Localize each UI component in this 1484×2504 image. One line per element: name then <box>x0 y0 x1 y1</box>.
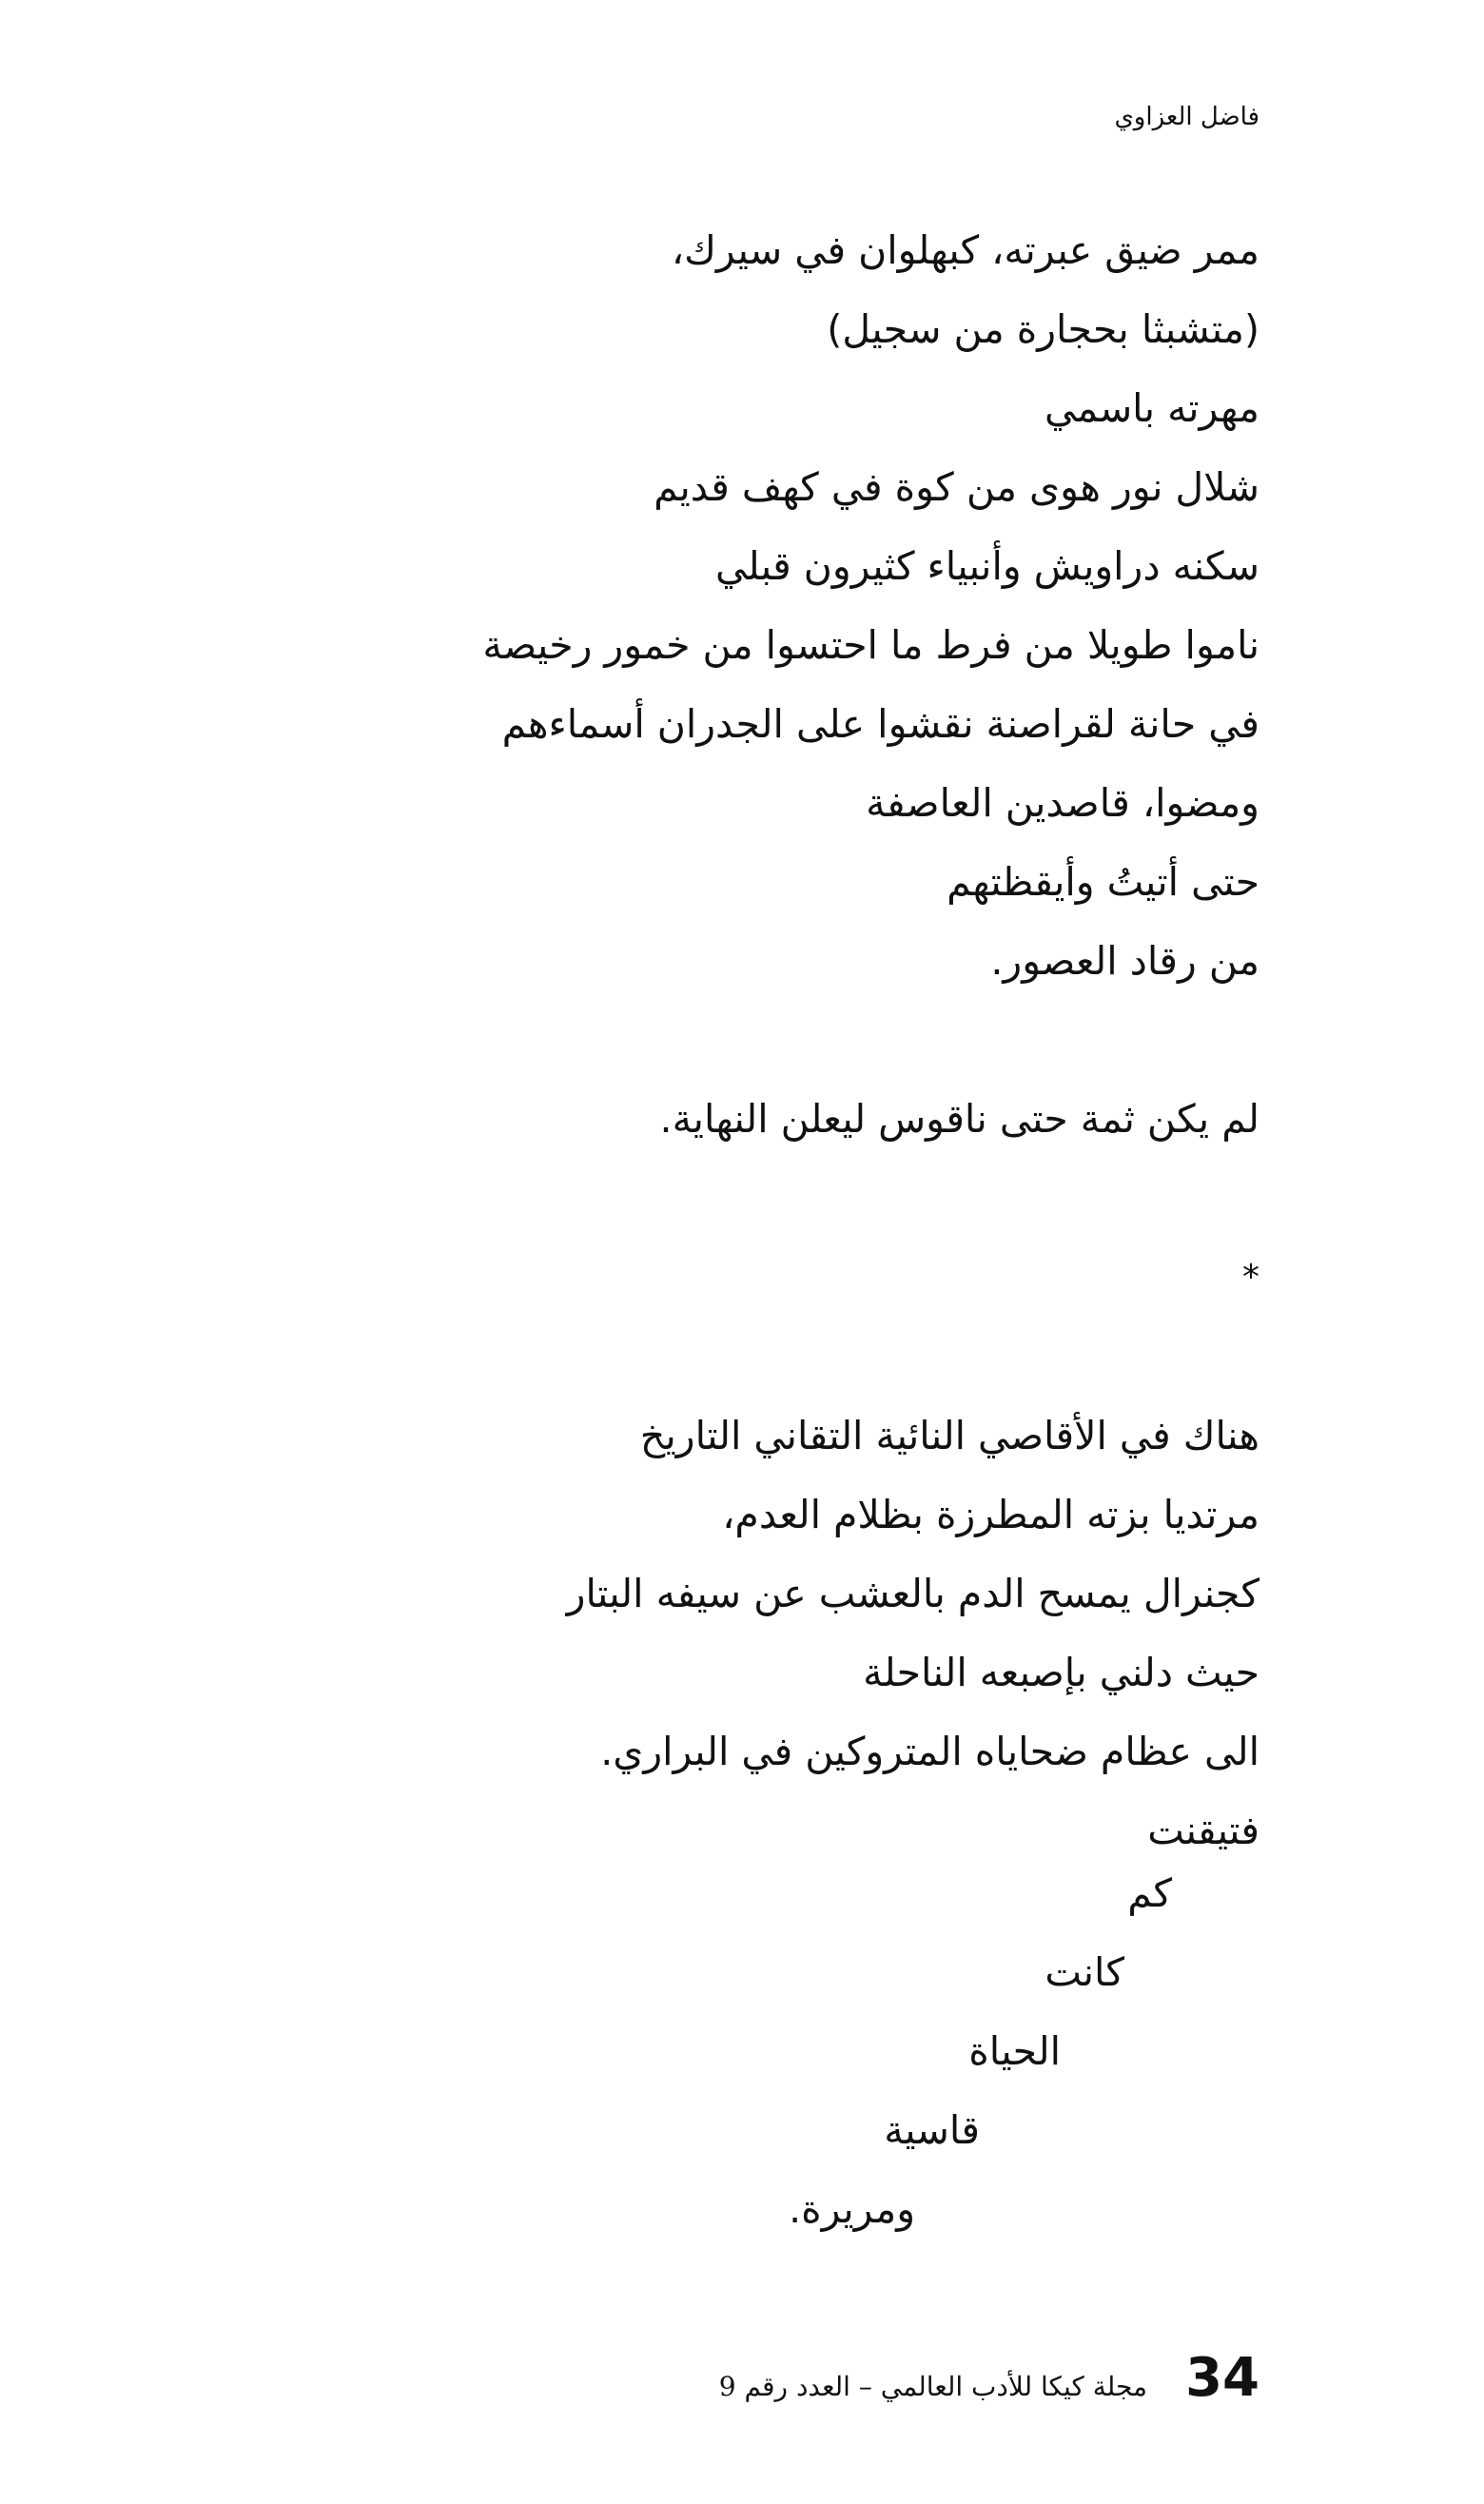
poem-line: الى عظام ضحاياه المتروكين في البراري. <box>600 1729 1259 1774</box>
poem-line: لم يكن ثمة حتى ناقوس ليعلن النهاية. <box>659 1096 1259 1142</box>
poem-line: ناموا طويلا من فرط ما احتسوا من خمور رخيصة <box>482 622 1259 668</box>
poem-line: مرتديا بزته المطرزة بظلام العدم، <box>722 1492 1259 1537</box>
poem-line: كجنرال يمسح الدم بالعشب عن سيفه البتار <box>566 1571 1259 1616</box>
poem-line: هناك في الأقاصي النائية التقاني التاريخ <box>639 1413 1259 1458</box>
journal-title: مجلة كيكا للأدب العالمي – العدد رقم 9 <box>718 2371 1148 2402</box>
stanza-gap <box>213 1001 1259 1080</box>
cascade-line: الحياة <box>968 2028 1061 2074</box>
cascade-line: قاسية <box>884 2107 980 2153</box>
page-number: 34 <box>1185 2347 1259 2409</box>
poem-line: حتى أتيتُ وأيقظتهم <box>947 859 1259 905</box>
page-footer <box>719 2347 1259 2409</box>
cascade-line: كانت <box>1045 1949 1124 1995</box>
poem-line: ممر ضيق عبرته، كبهلوان في سيرك، <box>671 227 1259 273</box>
poem-line: في حانة لقراصنة نقشوا على الجدران أسماءهم <box>501 701 1259 747</box>
section-separator: * <box>1242 1258 1259 1297</box>
poem-line: فتيقنت <box>1147 1808 1259 1853</box>
poem-line: (متشبثا بحجارة من سجيل) <box>827 306 1259 352</box>
poem-line: حيث دلني بإصبعه الناحلة <box>863 1650 1259 1695</box>
poem-body <box>213 211 1259 1870</box>
cascade-line: كم <box>1127 1870 1172 1916</box>
poem-line: من رقاد العصور. <box>990 938 1259 984</box>
stanza-gap <box>213 1317 1259 1397</box>
running-header-author: فاضل العزاوي <box>1114 103 1259 131</box>
poem-line: مهرته باسمي <box>1044 385 1259 431</box>
poem-line: ومضوا، قاصدين العاصفة <box>866 780 1259 826</box>
stanza-gap <box>213 1159 1259 1238</box>
cascade-line: ومريرة. <box>789 2186 915 2232</box>
poem-line: سكنه دراويش وأنبياء كثيرون قبلي <box>714 543 1259 589</box>
poem-line: شلال نور هوى من كوة في كهف قديم <box>654 464 1259 510</box>
